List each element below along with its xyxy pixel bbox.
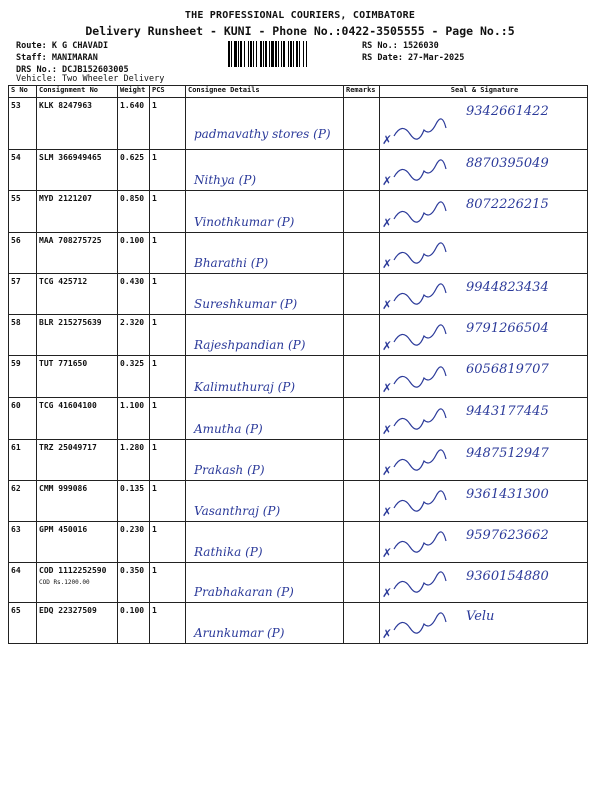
seal-signature-cell: [380, 563, 588, 603]
weight-value: 0.325: [118, 356, 150, 398]
consignment-code: TUT 771650: [39, 359, 88, 368]
serial-number: 63: [9, 522, 37, 563]
consignment-number: [37, 98, 118, 150]
consignment-number: [37, 191, 118, 233]
table-row: [9, 563, 588, 603]
handwritten-consignee: Arunkumar (P): [194, 626, 285, 640]
signature-scribble: [380, 398, 470, 440]
weight-value: 0.430: [118, 274, 150, 315]
delivered-check-icon: ✗: [382, 586, 393, 600]
handwritten-phone: 9360154880: [466, 569, 549, 584]
handwritten-phone: 9944823434: [466, 280, 549, 295]
handwritten-phone: 9597623662: [466, 528, 549, 543]
signature-scribble: [380, 233, 470, 274]
seal-signature-cell: [380, 440, 588, 481]
seal-signature-cell: [380, 522, 588, 563]
remarks-cell: [344, 274, 380, 315]
col-pcs: PCS: [150, 86, 186, 98]
seal-signature-cell: [380, 315, 588, 356]
serial-number: 60: [9, 398, 37, 440]
serial-number: 65: [9, 603, 37, 644]
handwritten-consignee: Vinothkumar (P): [194, 215, 295, 229]
consignment-code: SLM 366949465: [39, 153, 102, 162]
serial-number: 55: [9, 191, 37, 233]
table-row: [9, 603, 588, 644]
handwritten-phone: 9443177445: [466, 404, 549, 419]
seal-signature-cell: [380, 150, 588, 191]
pieces-count: 1: [150, 440, 186, 481]
pieces-count: 1: [150, 522, 186, 563]
weight-value: 0.850: [118, 191, 150, 233]
table-row: [9, 356, 588, 398]
weight-value: 0.350: [118, 563, 150, 603]
drs-number: DRS No.: DCJB152603005: [16, 65, 129, 75]
table-row: [9, 522, 588, 563]
remarks-cell: [344, 563, 380, 603]
signature-scribble: [380, 315, 470, 356]
cod-amount: COD Rs.1200.00: [39, 579, 90, 586]
remarks-cell: [344, 440, 380, 481]
consignee-details: [186, 522, 344, 563]
signature-scribble: [380, 191, 470, 233]
col-seal-signature: Seal & Signature: [380, 86, 588, 98]
delivered-check-icon: ✗: [382, 627, 393, 641]
consignment-code: MYD 2121207: [39, 194, 92, 203]
weight-value: 0.135: [118, 481, 150, 522]
table-row: [9, 191, 588, 233]
rs-number: RS No.: 1526030: [362, 41, 439, 51]
remarks-cell: [344, 481, 380, 522]
consignment-number: [37, 233, 118, 274]
handwritten-consignee: Bharathi (P): [194, 256, 269, 270]
delivered-check-icon: ✗: [382, 216, 393, 230]
handwritten-phone: Velu: [466, 609, 495, 624]
seal-signature-cell: [380, 98, 588, 150]
consignment-number: [37, 150, 118, 191]
seal-signature-cell: [380, 356, 588, 398]
consignee-details: [186, 356, 344, 398]
handwritten-phone: 6056819707: [466, 362, 549, 377]
handwritten-phone: 9342661422: [466, 104, 549, 119]
remarks-cell: [344, 356, 380, 398]
delivered-check-icon: ✗: [382, 133, 393, 147]
remarks-cell: [344, 603, 380, 644]
weight-value: 0.100: [118, 233, 150, 274]
handwritten-phone: 9791266504: [466, 321, 549, 336]
delivery-table: [8, 85, 588, 644]
remarks-cell: [344, 233, 380, 274]
pieces-count: 1: [150, 150, 186, 191]
consignee-details: [186, 98, 344, 150]
table-row: [9, 398, 588, 440]
consignee-details: [186, 481, 344, 522]
consignment-code: TCG 425712: [39, 277, 88, 286]
consignment-number: [37, 274, 118, 315]
col-weight: Weight: [118, 86, 150, 98]
table-row: [9, 440, 588, 481]
handwritten-consignee: Prakash (P): [194, 463, 265, 477]
consignee-details: [186, 440, 344, 481]
handwritten-consignee: padmavathy stores (P): [194, 127, 331, 141]
staff-label: Staff: MANIMARAN: [16, 53, 98, 63]
pieces-count: 1: [150, 398, 186, 440]
pieces-count: 1: [150, 481, 186, 522]
weight-value: 1.100: [118, 398, 150, 440]
table-row: [9, 98, 588, 150]
signature-scribble: [380, 150, 470, 191]
consignment-number: [37, 356, 118, 398]
handwritten-phone: 8072226215: [466, 197, 549, 212]
remarks-cell: [344, 98, 380, 150]
consignment-code: CMM 999086: [39, 484, 88, 493]
table-row: [9, 315, 588, 356]
consignment-code: GPM 450016: [39, 525, 88, 534]
seal-signature-cell: [380, 233, 588, 274]
delivered-check-icon: ✗: [382, 381, 393, 395]
signature-scribble: [380, 440, 470, 481]
pieces-count: 1: [150, 98, 186, 150]
handwritten-consignee: Sureshkumar (P): [194, 297, 298, 311]
pieces-count: 1: [150, 191, 186, 233]
serial-number: 58: [9, 315, 37, 356]
table-row: [9, 481, 588, 522]
signature-scribble: [380, 522, 470, 563]
delivered-check-icon: ✗: [382, 505, 393, 519]
pieces-count: 1: [150, 603, 186, 644]
consignee-details: [186, 603, 344, 644]
weight-value: 1.640: [118, 98, 150, 150]
weight-value: 0.230: [118, 522, 150, 563]
col-remarks: Remarks: [344, 86, 380, 98]
consignment-code: KLK 8247963: [39, 101, 92, 110]
consignee-details: [186, 150, 344, 191]
serial-number: 56: [9, 233, 37, 274]
signature-scribble: [380, 563, 470, 603]
signature-scribble: [380, 98, 470, 150]
consignee-details: [186, 563, 344, 603]
consignment-number: [37, 398, 118, 440]
consignee-details: [186, 233, 344, 274]
pieces-count: 1: [150, 356, 186, 398]
table-row: [9, 233, 588, 274]
serial-number: 57: [9, 274, 37, 315]
consignment-code: MAA 708275725: [39, 236, 102, 245]
delivered-check-icon: ✗: [382, 174, 393, 188]
signature-scribble: [380, 603, 470, 644]
signature-scribble: [380, 356, 470, 398]
weight-value: 1.280: [118, 440, 150, 481]
serial-number: 54: [9, 150, 37, 191]
seal-signature-cell: [380, 603, 588, 644]
pieces-count: 1: [150, 274, 186, 315]
consignment-number: [37, 440, 118, 481]
company-name: THE PROFESSIONAL COURIERS, COIMBATORE: [184, 10, 416, 21]
remarks-cell: [344, 315, 380, 356]
consignment-number: [37, 563, 118, 603]
consignee-details: [186, 315, 344, 356]
handwritten-consignee: Nithya (P): [194, 173, 257, 187]
route-label: Route: K G CHAVADI: [16, 41, 109, 51]
weight-value: 0.625: [118, 150, 150, 191]
delivered-check-icon: ✗: [382, 257, 393, 271]
consignee-details: [186, 191, 344, 233]
handwritten-consignee: Prabhakaran (P): [194, 585, 294, 599]
signature-scribble: [380, 274, 470, 315]
seal-signature-cell: [380, 191, 588, 233]
handwritten-consignee: Amutha (P): [194, 422, 263, 436]
delivered-check-icon: ✗: [382, 464, 393, 478]
consignment-number: [37, 522, 118, 563]
pieces-count: 1: [150, 233, 186, 274]
table-row: [9, 150, 588, 191]
drs-barcode: [228, 41, 352, 67]
remarks-cell: [344, 522, 380, 563]
consignee-details: [186, 398, 344, 440]
serial-number: 62: [9, 481, 37, 522]
rs-date: RS Date: 27-Mar-2025: [362, 53, 465, 63]
remarks-cell: [344, 150, 380, 191]
handwritten-consignee: Vasanthraj (P): [194, 504, 281, 518]
handwritten-phone: 8870395049: [466, 156, 549, 171]
consignment-number: [37, 603, 118, 644]
delivered-check-icon: ✗: [382, 298, 393, 312]
vehicle-label: Vehicle: Two Wheeler Delivery: [16, 74, 165, 84]
delivered-check-icon: ✗: [382, 339, 393, 353]
serial-number: 64: [9, 563, 37, 603]
runsheet-title: Delivery Runsheet - KUNI - Phone No.:0422-3505555 - Page No.:5: [85, 24, 515, 38]
consignment-code: EDQ 22327509: [39, 606, 97, 615]
remarks-cell: [344, 398, 380, 440]
delivered-check-icon: ✗: [382, 423, 393, 437]
seal-signature-cell: [380, 274, 588, 315]
handwritten-consignee: Rajeshpandian (P): [194, 338, 306, 352]
weight-value: 2.320: [118, 315, 150, 356]
serial-number: 61: [9, 440, 37, 481]
serial-number: 53: [9, 98, 37, 150]
consignment-code: TRZ 25049717: [39, 443, 97, 452]
pieces-count: 1: [150, 315, 186, 356]
consignment-code: BLR 215275639: [39, 318, 102, 327]
consignment-number: [37, 315, 118, 356]
consignment-code: TCG 41604100: [39, 401, 97, 410]
col-consignee-details: Consignee Details: [186, 86, 344, 98]
col-consignment-no: Consignment No: [37, 86, 118, 98]
consignment-code: COD 1112252590: [39, 566, 107, 575]
weight-value: 0.100: [118, 603, 150, 644]
serial-number: 59: [9, 356, 37, 398]
handwritten-consignee: Rathika (P): [194, 545, 263, 559]
signature-scribble: [380, 481, 470, 522]
table-row: [9, 274, 588, 315]
handwritten-consignee: Kalimuthuraj (P): [194, 380, 296, 394]
col-sno: S No: [9, 86, 37, 98]
remarks-cell: [344, 191, 380, 233]
consignee-details: [186, 274, 344, 315]
handwritten-phone: 9487512947: [466, 446, 549, 461]
table-header-row: [9, 86, 588, 98]
consignment-number: [37, 481, 118, 522]
pieces-count: 1: [150, 563, 186, 603]
delivered-check-icon: ✗: [382, 546, 393, 560]
seal-signature-cell: [380, 398, 588, 440]
handwritten-phone: 9361431300: [466, 487, 549, 502]
seal-signature-cell: [380, 481, 588, 522]
